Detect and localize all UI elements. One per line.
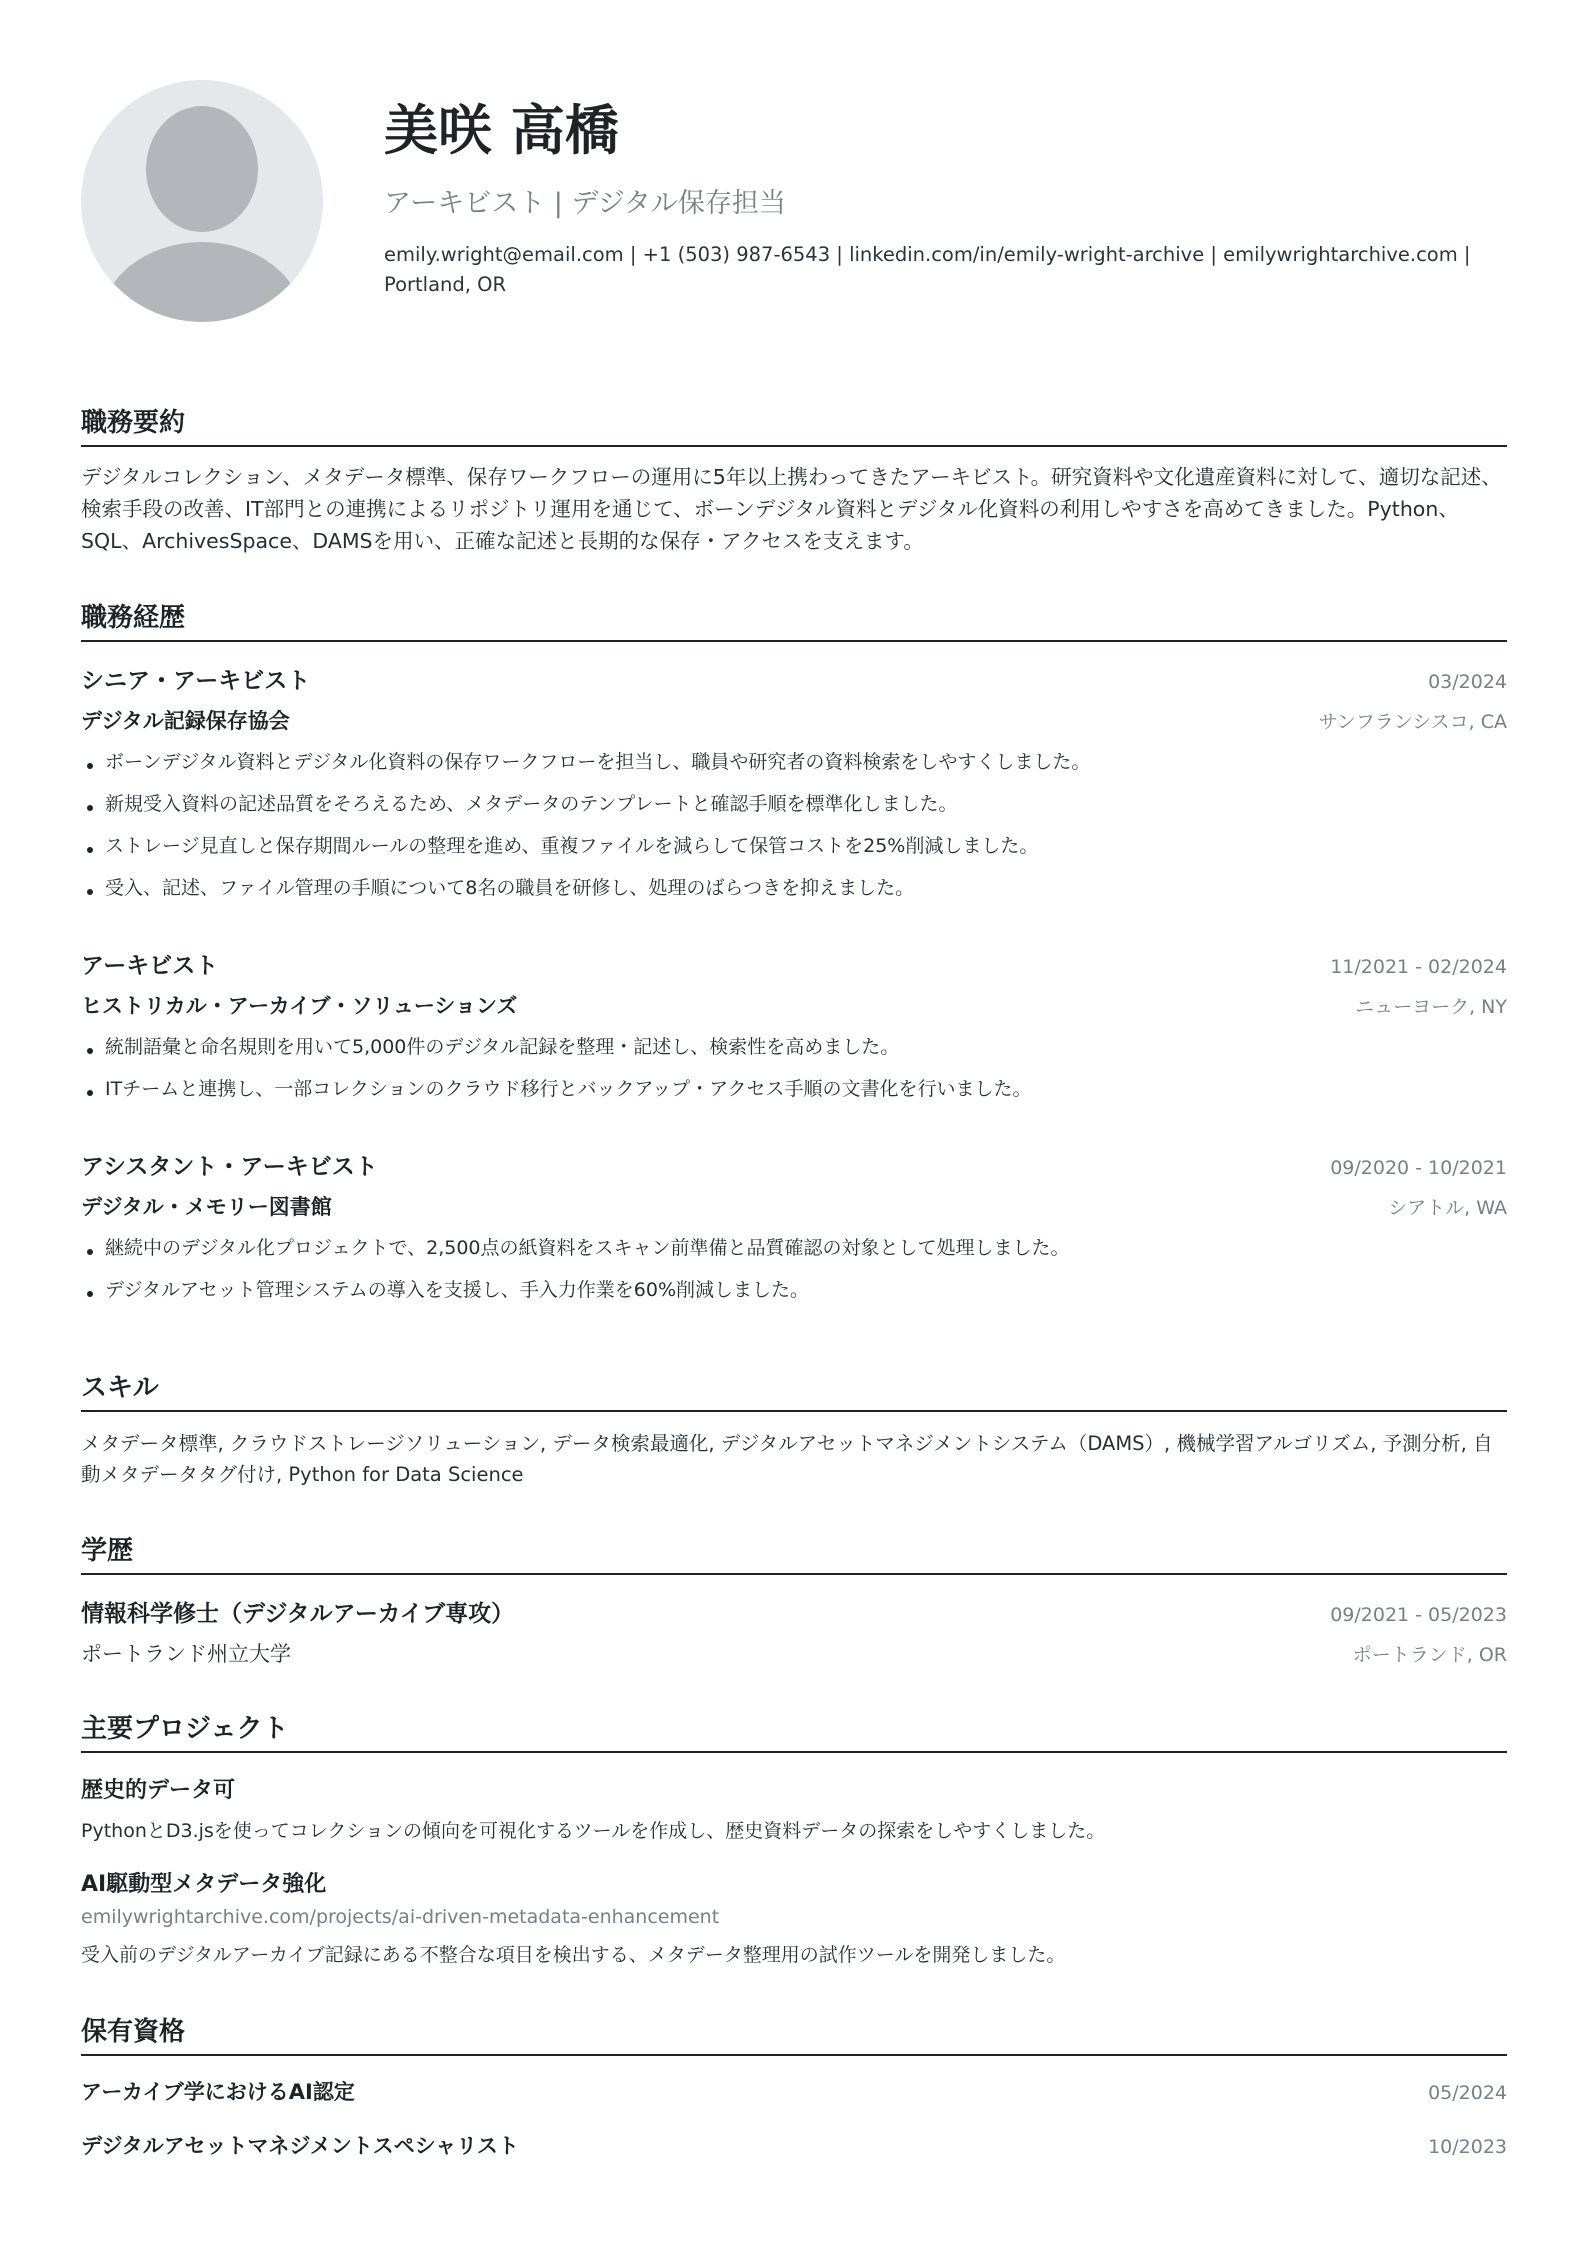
- summary-section: [81, 402, 1507, 557]
- job-entry: [81, 662, 1507, 909]
- job-title: シニア・アーキビスト: [81, 668, 311, 694]
- job-location: シアトル, WA: [1388, 1197, 1507, 1219]
- job-date: 03/2024: [1428, 671, 1507, 693]
- project-link[interactable]: emilywrightarchive.com/projects/ai-driven-metadata-enhancement: [81, 1906, 720, 1928]
- job-title: アシスタント・アーキビスト: [81, 1154, 378, 1180]
- list-item: 新規受入資料の記述品質をそろえるため、メタデータのテンプレートと確認手順を標準化しました。: [81, 783, 1507, 825]
- avatar-body-shape: [101, 242, 303, 322]
- job-bullets: [81, 741, 1507, 909]
- job-title: アーキビスト: [81, 953, 219, 979]
- skills-section: [81, 1367, 1507, 1490]
- certification-date: 10/2023: [1428, 2136, 1507, 2158]
- avatar-head-shape: [146, 106, 258, 232]
- section-title-education: 学歴: [81, 1530, 1507, 1575]
- certification-name: デジタルアセットマネジメントスペシャリスト: [81, 2134, 519, 2158]
- project-name: AI駆動型メタデータ強化: [81, 1872, 327, 1897]
- project-description: PythonとD3.jsを使ってコレクションの傾向を可視化するツールを作成し、歴史資料データの探索をしやすくしました。: [81, 1820, 1106, 1842]
- section-title-skills: スキル: [81, 1367, 1507, 1412]
- user-silhouette-icon: [81, 80, 323, 322]
- skills-text: メタデータ標準, クラウドストレージソリューション, データ検索最適化, デジタルアセットマネジメントシステム（DAMS）, 機械学習アルゴリズム, 予測分析, 自動メタデータタグ付け, Python for Data Science: [81, 1432, 1493, 1486]
- certification-entry: [81, 2130, 1507, 2160]
- job-organization: デジタル記録保存協会: [81, 709, 290, 733]
- education-school: ポートランド州立大学: [81, 1642, 291, 1666]
- job-entry: [81, 1148, 1507, 1311]
- person-title: アーキビスト | デジタル保存担当: [384, 187, 786, 219]
- contact-line: emily.wright@email.com | +1 (503) 987-6543 | linkedin.com/in/emily-wright-archive | emilywrightarchive.com | Portland, OR: [384, 242, 1471, 296]
- experience-section: [81, 597, 1507, 1311]
- job-organization: デジタル・メモリー図書館: [81, 1195, 332, 1219]
- header-text: [384, 98, 1507, 300]
- project-name: 歴史的データ可: [81, 1778, 236, 1803]
- education-date: 09/2021 - 05/2023: [1330, 1604, 1507, 1626]
- job-date: 09/2020 - 10/2021: [1330, 1157, 1507, 1179]
- job-organization: ヒストリカル・アーカイブ・ソリューションズ: [81, 994, 518, 1018]
- education-location: ポートランド, OR: [1352, 1644, 1507, 1666]
- job-location: サンフランシスコ, CA: [1318, 711, 1507, 733]
- section-title-projects: 主要プロジェクト: [81, 1708, 1507, 1753]
- list-item: 統制語彙と命名規則を用いて5,000件のデジタル記録を整理・記述し、検索性を高めました。: [81, 1026, 1507, 1068]
- section-title-summary: 職務要約: [81, 402, 1507, 447]
- list-item: 受入、記述、ファイル管理の手順について8名の職員を研修し、処理のばらつきを抑えました。: [81, 867, 1507, 909]
- job-bullets: [81, 1227, 1507, 1311]
- person-name: 美咲 高橋: [384, 98, 619, 162]
- project-description: 受入前のデジタルアーカイブ記録にある不整合な項目を検出する、メタデータ整理用の試作ツールを開発しました。: [81, 1944, 1066, 1966]
- resume-header: [81, 0, 1507, 360]
- certifications-section: [81, 2011, 1507, 2160]
- list-item: デジタルアセット管理システムの導入を支援し、手入力作業を60%削減しました。: [81, 1269, 1507, 1311]
- job-entry: [81, 947, 1507, 1110]
- certification-date: 05/2024: [1428, 2082, 1507, 2104]
- job-bullets: [81, 1026, 1507, 1110]
- job-date: 11/2021 - 02/2024: [1330, 956, 1507, 978]
- certification-name: アーカイブ学におけるAI認定: [81, 2080, 355, 2104]
- education-degree: 情報科学修士（デジタルアーカイブ専攻）: [81, 1601, 515, 1627]
- project-entry: [81, 1867, 1507, 1967]
- education-section: [81, 1530, 1507, 1668]
- section-title-certifications: 保有資格: [81, 2011, 1507, 2056]
- summary-text: デジタルコレクション、メタデータ標準、保存ワークフローの運用に5年以上携わってきたアーキビスト。研究資料や文化遺産資料に対して、適切な記述、検索手段の改善、IT部門との連携によるリポジトリ運用を通じて、ボーンデジタル資料とデジタル化資料の利用しやすさを高めてきました。Python、SQL、ArchivesSpace、DAMSを用い、正確な記述と長期的な保存・アクセスを支えます。: [81, 465, 1502, 553]
- list-item: ボーンデジタル資料とデジタル化資料の保存ワークフローを担当し、職員や研究者の資料検索をしやすくしました。: [81, 741, 1507, 783]
- job-location: ニューヨーク, NY: [1355, 996, 1507, 1018]
- section-title-experience: 職務経歴: [81, 597, 1507, 642]
- list-item: ITチームと連携し、一部コレクションのクラウド移行とバックアップ・アクセス手順の文書化を行いました。: [81, 1068, 1507, 1110]
- list-item: ストレージ見直しと保存期間ルールの整理を進め、重複ファイルを減らして保管コストを25%削減しました。: [81, 825, 1507, 867]
- project-entry: [81, 1773, 1507, 1843]
- list-item: 継続中のデジタル化プロジェクトで、2,500点の紙資料をスキャン前準備と品質確認の対象として処理しました。: [81, 1227, 1507, 1269]
- projects-section: [81, 1708, 1507, 1967]
- certification-entry: [81, 2076, 1507, 2106]
